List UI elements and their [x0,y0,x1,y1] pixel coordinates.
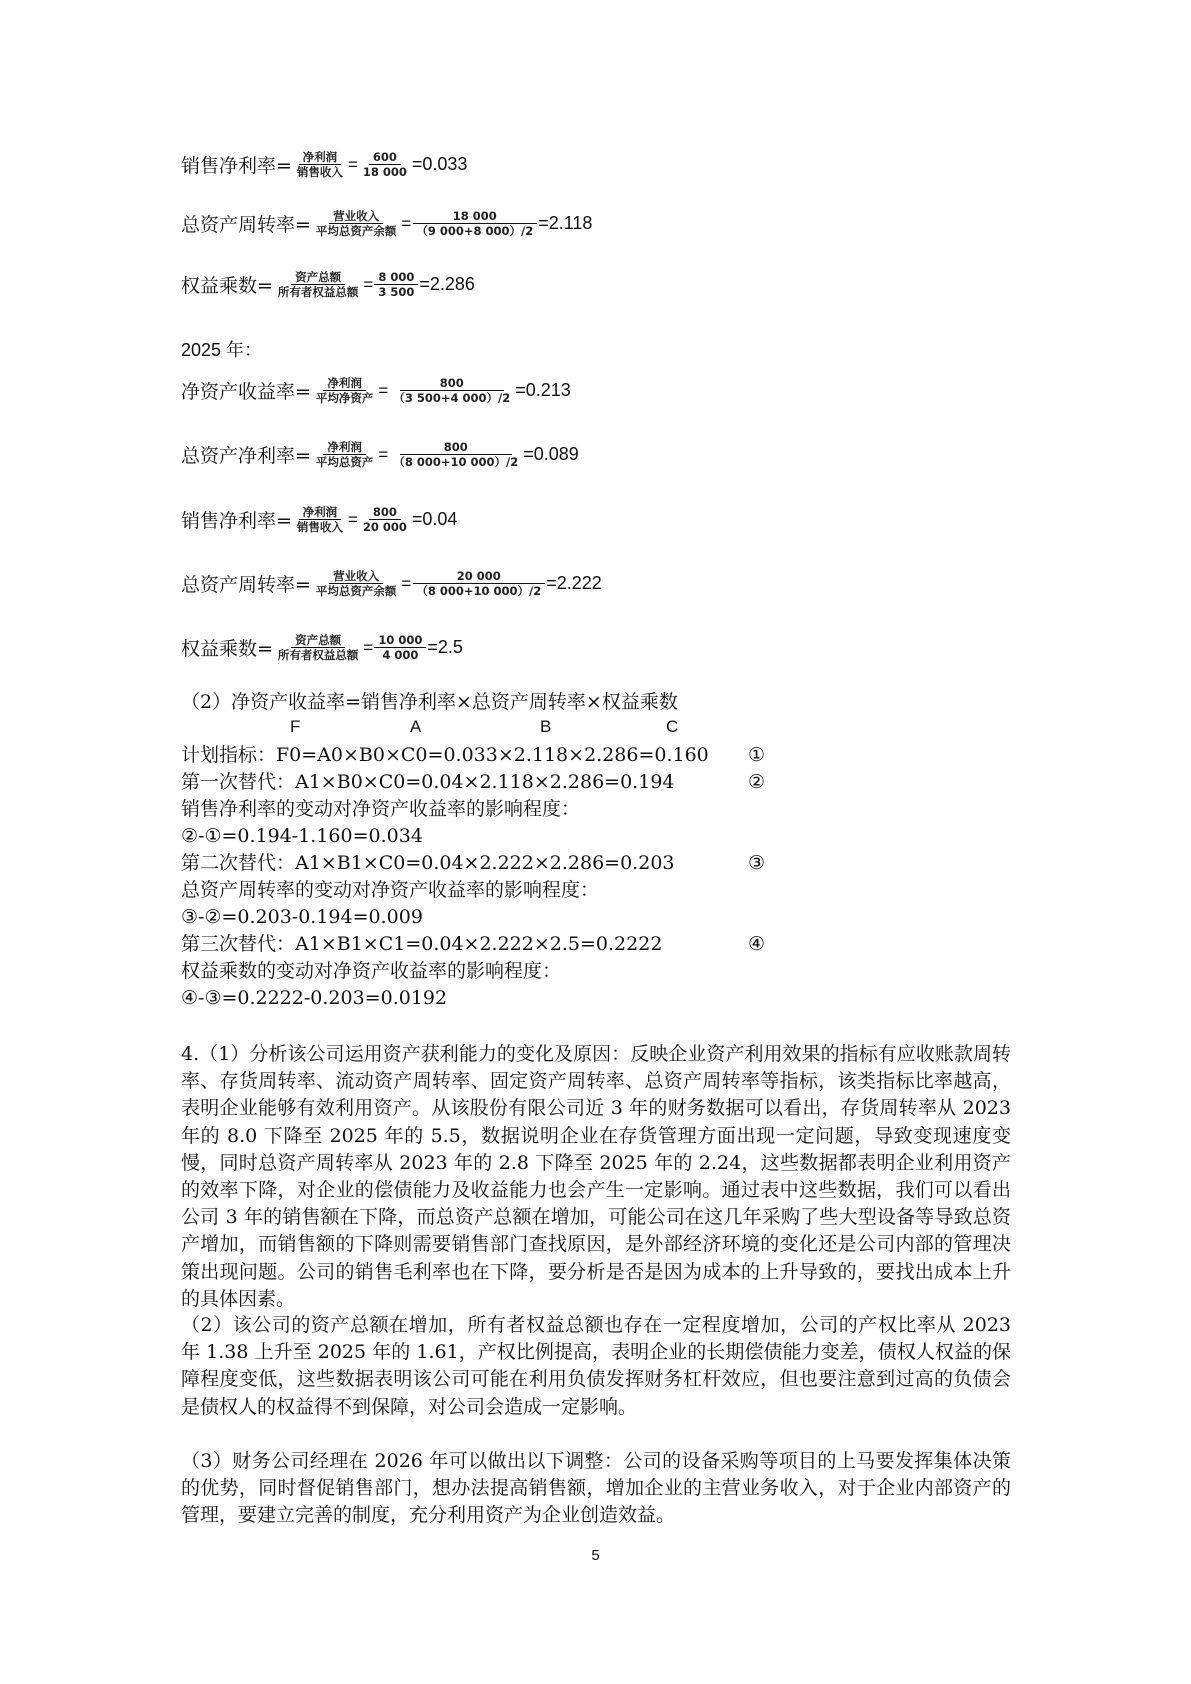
factor-heading: （2）净资产收益率=销售净利率×总资产周转率×权益乘数 [181,691,678,713]
q4-paragraph-3: （3）财务公司经理在 2026 年可以做出以下调整：公司的设备采购等项目的上马要发挥集体决策的优势，同时督促销售部门，想办法提高销售额，增加企业的主营业务收入，对于企业内部资产的管理，要建立完善的制度，充分利用资产为企业创造效益。 [181,1450,1011,1527]
fraction-values: $\frac{10 000}{4 000}$ [374,633,426,662]
formula-equity-multiplier-2024: 权益乘数= $\frac{\text{资产总额}}{\text{所有者权益总额}}$ = $\frac{8 000}{3 500}$ =2.286 [181,270,475,299]
effect-1-label: 销售净利率的变动对净资产收益率的影响程度： [181,798,581,820]
letter-a: A [410,717,422,736]
effect-1: ②-①=0.194-1.160=0.034 [181,825,423,847]
fraction-words: $\frac{\text{净利润}}{\text{平均净资产}}$ [315,376,374,405]
fraction-words: $\frac{\text{净利润}}{\text{销售收入}}$ [296,505,343,534]
plan-line: 计划指标：F0=A0×B0×C0=0.033×2.118×2.286=0.160 [181,744,709,766]
page-number: 5 [591,1547,600,1564]
formula-equity-multiplier-2025: 权益乘数= $\frac{\text{资产总额}}{\text{所有者权益总额}}$ = $\frac{10 000}{4 000}$ =2.5 [181,633,463,662]
fraction-values: $\frac{20 000}{(8 000+10 000)/2}$ [412,569,545,598]
letter-c: C [666,717,679,736]
fraction-values: $\frac{18 000}{(9 000+8 000)/2}$ [412,209,537,238]
fraction-words: $\frac{\text{净利润}}{\text{销售收入}}$ [296,150,343,179]
fraction-words: $\frac{\text{营业收入}}{\text{平均总资产余额}}$ [315,209,397,238]
effect-2-label: 总资产周转率的变动对净资产收益率的影响程度： [181,879,600,901]
mark-1: ① [748,744,766,766]
fraction-values: $\frac{800}{(3 500+4 000)/2}$ [393,376,511,405]
substitution-1: 第一次替代：A1×B0×C0=0.04×2.118×2.286=0.194 [181,771,675,793]
fraction-words: $\frac{\text{营业收入}}{\text{平均总资产余额}}$ [315,569,397,598]
fraction-values: $\frac{8 000}{3 500}$ [374,270,418,299]
fraction-values: $\frac{800}{20 000}$ [362,505,407,534]
formula-roe-2025: 净资产收益率= $\frac{\text{净利润}}{\text{平均净资产}}$ = $\frac{800}{(3 500+4 000)/2}$ =0.213 [181,376,571,405]
formula-sales-margin-2025: 销售净利率= $\frac{\text{净利润}}{\text{销售收入}}$ = $\frac{800}{20 000}$ =0.04 [181,505,458,534]
letter-b: B [540,717,552,736]
fraction-words: $\frac{\text{资产总额}}{\text{所有者权益总额}}$ [277,270,359,299]
formula-sales-margin-2024: 销售净利率= $\frac{\text{净利润}}{\text{销售收入}}$ = $\frac{600}{18 000}$ =0.033 [181,150,468,179]
formula-asset-turnover-2024: 总资产周转率= $\frac{\text{营业收入}}{\text{平均总资产余额}}$ = $\frac{18 000}{(9 000+8 000)/2}$ =2.118 [181,209,593,238]
effect-2: ③-②=0.203-0.194=0.009 [181,906,423,928]
fraction-words: $\frac{\text{净利润}}{\text{平均总资产}}$ [315,440,374,469]
fraction-values: $\frac{600}{18 000}$ [362,150,407,179]
effect-3-label: 权益乘数的变动对净资产收益率的影响程度： [181,960,562,982]
q4-paragraph-2: （2）该公司的资产总额在增加，所有者权益总额也存在一定程度增加，公司的产权比率从 2023 年 1.38 上升至 2025 年的 1.61，产权比例提高，表明企业的长期偿债能力变差，债权人权益的保障程度变低，这些数据表明该公司可能在利用负债发挥财务杠杆效应，但也要注意到过高的负债会是债权人的权益得不到保障，对公司会造成一定影响。 [181,1314,1011,1418]
q4-paragraph-1: 4.（1）分析该公司运用资产获利能力的变化及原因：反映企业资产利用效果的指标有应收账款周转率、存货周转率、流动资产周转率、固定资产周转率、总资产周转率等指标，该类指标比率越高，表明企业能够有效利用资产。从该股份有限公司近 3 年的财务数据可以看出，存货周转率从 2023 年的 8.0 下降至 2025 年的 5.5，数据说明企业在存货管理方面出现一定问题，导致变现速度变慢，同时总资产周转率从 2023 年的 2.8 下降至 2025 年的 2.24，这些数据都表明企业利用资产的效率下降，对企业的偿债能力及收益能力也会产生一定影响。通过表中这些数据，我们可以看出公司 3 年的销售额在下降，而总资产总额在增加，可能公司在这几年采购了些大型设备等导致总资产增加，而销售额的下降则需要销售部门查找原因，是外部经济环境的变化还是公司内部的管理决策出现问题。公司的销售毛利率也在下降，要分析是否是因为成本的上升导致的，要找出成本上升的具体因素。 [181,1043,1011,1310]
formula-roa-2025: 总资产净利率= $\frac{\text{净利润}}{\text{平均总资产}}$ = $\frac{800}{(8 000+10 000)/2}$ =0.089 [181,440,579,469]
mark-3: ③ [748,852,766,874]
fraction-words: $\frac{\text{资产总额}}{\text{所有者权益总额}}$ [277,633,359,662]
substitution-3: 第三次替代：A1×B1×C1=0.04×2.222×2.5=0.2222 [181,933,663,955]
mark-2: ② [748,771,766,793]
fraction-values: $\frac{800}{(8 000+10 000)/2}$ [393,440,519,469]
formula-asset-turnover-2025: 总资产周转率= $\frac{\text{营业收入}}{\text{平均总资产余额}}$ = $\frac{20 000}{(8 000+10 000)/2}$ =2.222 [181,569,602,598]
letter-f: F [290,717,301,736]
effect-3: ④-③=0.2222-0.203=0.0192 [181,987,448,1009]
substitution-2: 第二次替代：A1×B1×C0=0.04×2.222×2.286=0.203 [181,852,675,874]
mark-4: ④ [748,933,766,955]
year-2025-heading: 2025 年： [181,340,263,360]
